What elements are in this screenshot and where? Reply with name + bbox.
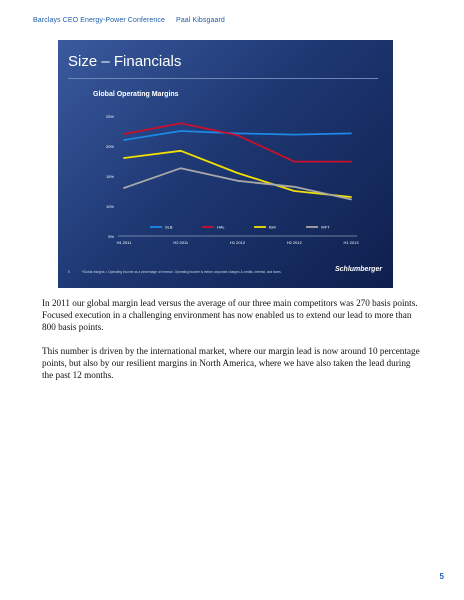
x-tick-label: H2 2012 [286,240,302,245]
x-tick-label: H1 2012 [229,240,246,245]
margins-chart [58,40,393,288]
y-tick-label: 25% [105,114,114,119]
legend-label-bhi: BHI [269,224,276,230]
paragraph-margin-lead: In 2011 our global margin lead versus the average of our three main competitors was 270 basis points. Focused execution in a challenging environment has now enabled us to extend our lead to more than 800 basis points. [42,298,418,332]
y-tick-label: 20% [105,144,114,149]
y-tick-label: 10% [105,204,114,209]
legend-label-wft: WFT [321,224,330,230]
legend-label-hal: HAL [217,224,225,230]
slide-title: Size – Financials [68,53,182,70]
series-line-hal [124,123,351,161]
slide-footnote [68,270,282,274]
legend-label-slb: SLB [165,224,173,230]
y-tick-label: 5% [108,234,114,239]
x-tick-label: H2 2011 [173,240,189,245]
series-line-bhi [124,151,351,197]
schlumberger-logo: Schlumberger [335,266,383,273]
y-tick-label: 15% [105,174,114,179]
footnote-text: *Global margins = Operating income as a percentage of revenue. Operating income is before corporate charges & credits, interest, and taxes. [81,270,282,274]
slide [58,40,393,288]
x-tick-label: H1 2013 [343,240,359,245]
conference-name: Barclays CEO Energy-Power Conference [33,17,165,24]
page-header [33,17,225,24]
x-tick-label: H1 2011 [116,240,132,245]
page-number: 5 [439,572,444,581]
chart-title: Global Operating Margins [93,91,179,98]
author-name: Paal Kibsgaard [176,17,225,24]
paragraph-international: This number is driven by the international market, where our margin lead is now around 10 percentage points, but also by our resilient margins in North America, where we have also taken the lead during the past 12 months. [42,346,420,380]
footnote-number: 5 [68,270,70,274]
